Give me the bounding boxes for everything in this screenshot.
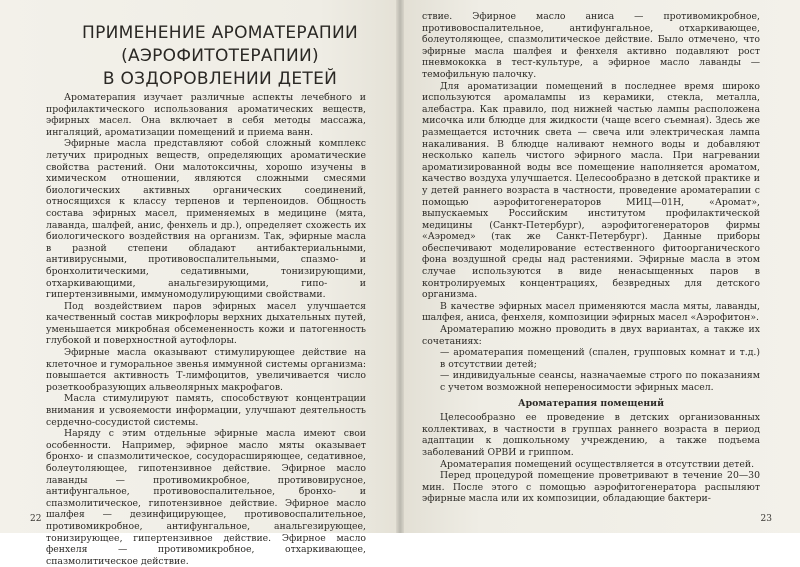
chapter-title-line: В ОЗДОРОВЛЕНИИ ДЕТЕЙ (102, 69, 338, 89)
page-number-left: 22 (30, 514, 42, 524)
chapter-title (60, 22, 380, 91)
paragraph: Ароматерапия помещений осуществляется в отсутствии детей. (440, 458, 755, 470)
paragraph: Масла стимулируют память, способствуют концентрации внимания и усвояемости информации, улучшают деятельность сердечно-сосудистой системы. (46, 393, 366, 428)
section-heading: Ароматерапия помещений (518, 397, 664, 409)
paragraph: Для ароматизации помещений в последнее время широко используются аромалампы из керамики, стекла, металла, алебастра. Как правило, под нижней частью лампы расположена мисочка или блюдце для жидкости (чаще всего съемная). Здесь же размещается источник света — свеча или электрическая лампа накаливания. В блюдце наливают немного воды и добавляют несколько капель чистого эфирного масла. При нагревании ароматизированной воды все помещение наполняется ароматом, качество воздуха улучшается. Целесообразно в детской практике и у детей раннего возраста в частности, проведение ароматерапии с помощью аэрофитогенераторов МИЦ—01Н, «Аромат», выпускаемых Российским институтом профилактической медицины (Санкт-Петербург), аэрофитогенераторов фирмы «Аэромед» (так же Санкт-Петербург). Данные приборы обеспечивают моделирование естественного фитоорганического фона воздушной среды над растениями. Эфирные масла в этом случае используются в виде ненасыщенных паров в контролируемых концентрациях, безвредных для детского организма. (422, 80, 760, 301)
chapter-title-line: (АЭРОФИТОТЕРАПИИ) (121, 46, 319, 66)
paragraph: Эфирные масла оказывают стимулирующее действие на клеточное и гуморальное звенья иммунной системы организма: повышается активность Т-лимфоцитов, увеличивается число розеткообразующих альвеолярных макрофагов. (46, 347, 366, 393)
list-item: — ароматерапия помещений (спален, групповых комнат и т.д.) в отсутствии детей; (440, 347, 760, 370)
paragraph: Ароматерапия изучает различные аспекты лечебного и профилактического использования ароматических веществ, эфирных масел. Она включает в себя методы массажа, ингаляций, ароматизации помещений и приема ванн. (46, 92, 366, 138)
list-item: — индивидуальные сеансы, назначаемые строго по показаниям с учетом возможной непереносимости эфирных масел. (440, 370, 760, 393)
left-page-text (46, 92, 366, 567)
right-page-text (422, 11, 760, 505)
page-number-right: 23 (760, 514, 772, 524)
paragraph: В качестве эфирных масел применяются масла мяты, лаванды, шалфея, аниса, фенхеля, композиции эфирных масел «Аэрофитон». (422, 300, 760, 324)
paragraph: Ароматерапию можно проводить в двух вариантах, а также их сочетаниях: (422, 324, 760, 347)
paragraph: Наряду с этим отдельные эфирные масла имеют свои особенности. Например, эфирное масло мяты оказывает бронхо- и спазмолитическое, сосудорасширяющее, седативное, болеутоляющее, гипотензивное действие. Эфирное масло лаванды — противомикробное, противовирусное, антифунгальное, противовоспалительное, бронхо- и спазмолитическое, гипотензивное действие. Эфирное масло шалфея — дезинфицирующее, противовоспалительное, противомикробное, антифунгальное, анальгезирующее, тонизирующее, гипертензивное действие. Эфирное масло фенхеля — противомикробное, отхаркивающее, спазмолитическое действие. (46, 428, 366, 567)
paragraph: ствие. Эфирное масло аниса — противомикробное, противовоспалительное, антифунгальное, отхаркивающее, болеутоляющее, спазмолитическое действие. Было отмечено, что эфирные масла шалфея и фенхеля активно подавляют рост пневмококка в тест-культуре, а эфирное масло лаванды — темофильную палочку. (422, 11, 760, 80)
paragraph: Перед процедурой помещение проветривают в течение 20—30 мин. После этого с помощью аэрофитогенератора распыляют эфирные масла или их композиции, обладающие бактери- (422, 470, 760, 505)
paragraph: Эфирные масла представляют собой сложный комплекс летучих природных веществ, определяющих ароматические свойства растений. Они малотоксичны, хорошо изучены в химическом отношении, являются сложными смесями биологических активных органических соединений, относящихся к классу терпенов и терпеноидов. Общность состава эфирных масел, применяемых в медицине (мята, лаванда, шалфей, анис, фенхель и др.), определяет схожесть их биологического воздействия на организм. Так, эфирные масла в разной степени обладают антибактериальными, антивирусными, противовоспалительными, спазмо- и бронхолитическими, седативными, тонизирующими, отхаркивающими, анальгезирующими, гипо- и гипертензивными, иммуномодулирующими свойствами. (46, 138, 366, 301)
chapter-title-line: ПРИМЕНЕНИЕ АРОМАТЕРАПИИ (81, 23, 358, 43)
right-page (400, 0, 800, 533)
book-gutter (396, 0, 404, 533)
paragraph: Под воздействием паров эфирных масел улучшается качественный состав микрофлоры верхних дыхательных путей, уменьшается микробная обсемененность кожи и патогенность глубокой и поверхностной аутофлоры. (46, 300, 366, 347)
paragraph: Целесообразно ее проведение в детских организованных коллективах, в частности в группах раннего возраста в период адаптации к дошкольному учреждению, а также подъема заболеваний ОРВИ и гриппом. (422, 412, 760, 458)
